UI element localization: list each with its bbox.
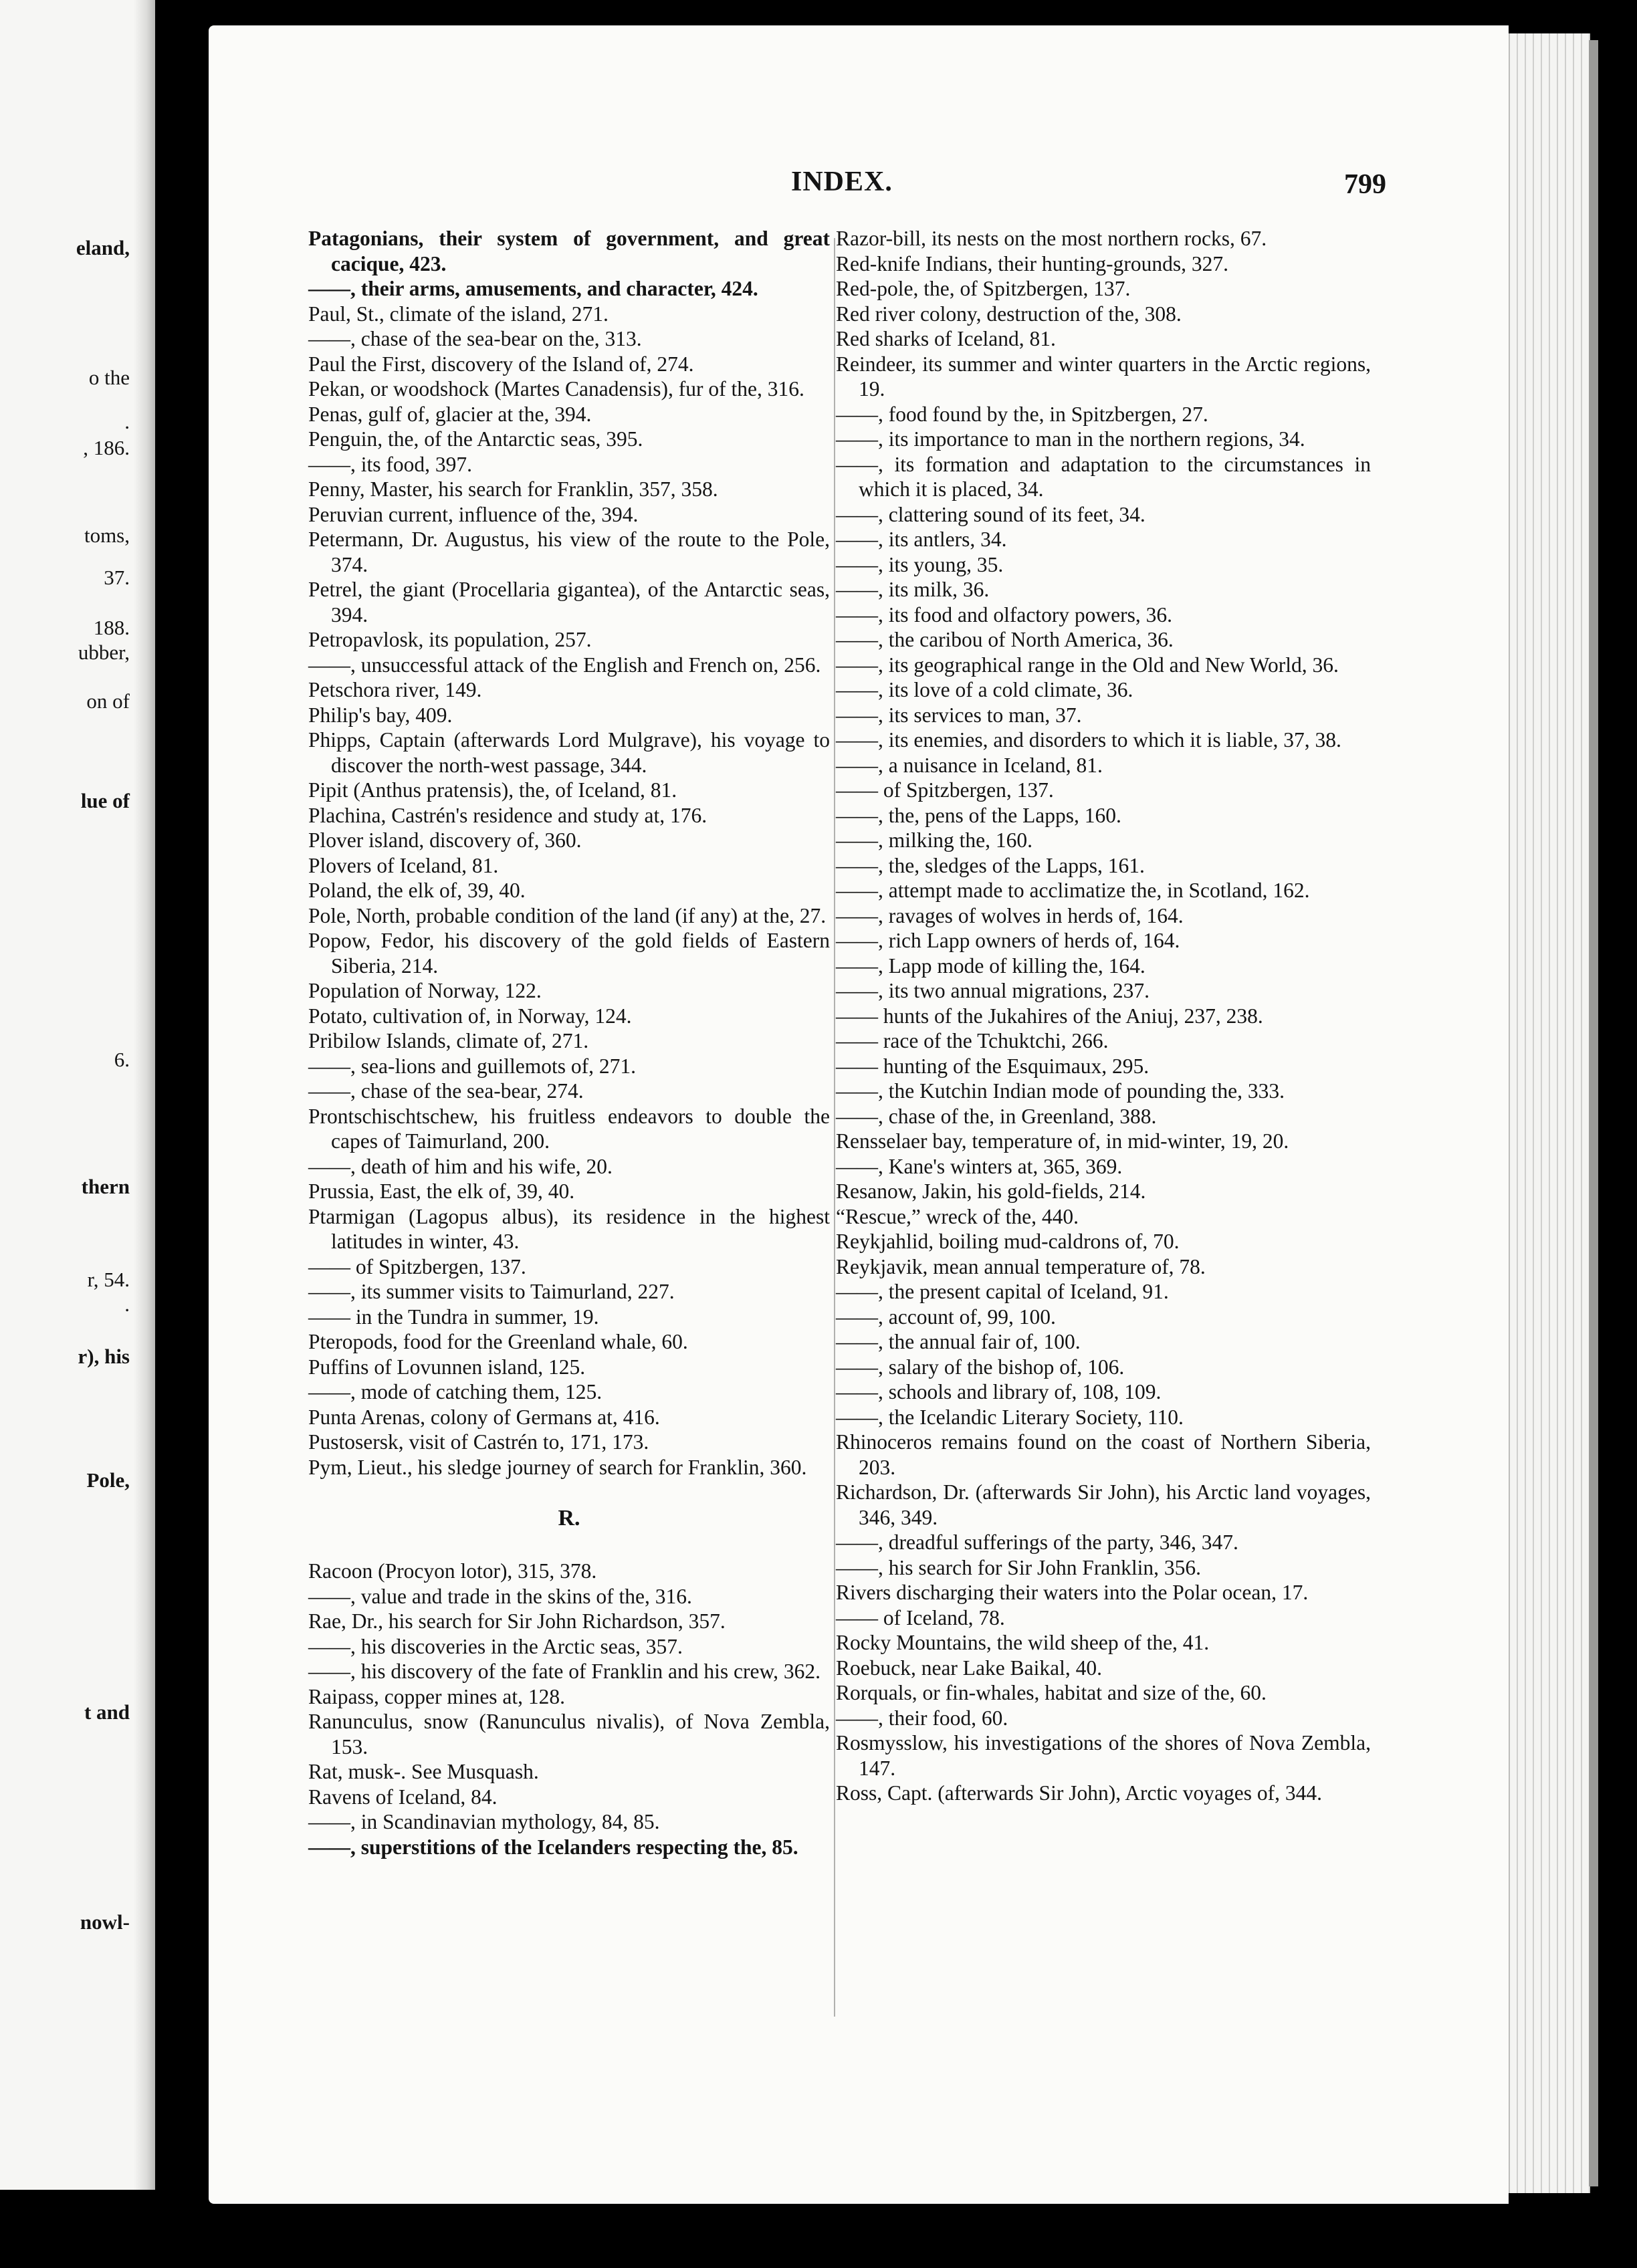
index-entry: Rivers discharging their waters into the Polar ocean, 17. [836, 1581, 1309, 1604]
index-entry: ——, the annual fair of, 100. [836, 1330, 1081, 1353]
facing-page-fragment: nowl- [80, 1910, 130, 1934]
facing-page-fragment: toms, [84, 524, 130, 547]
index-entry: ——, its food and olfactory powers, 36. [836, 602, 1173, 627]
page-stack-shadow [1589, 40, 1598, 2186]
index-entry: ——, Kane's winters at, 365, 369. [836, 1154, 1123, 1178]
index-entry: ——, its services to man, 37. [836, 703, 1082, 727]
facing-page-fragment: 37. [104, 566, 130, 589]
index-entry: ——, schools and library of, 108, 109. [836, 1380, 1162, 1403]
index-entry: Petropavlosk, its population, 257. [308, 628, 592, 651]
index-entry: ——, death of him and his wife, 20. [308, 1154, 613, 1178]
index-entry: —— hunting of the Esquimaux, 295. [836, 1054, 1150, 1078]
index-entry: ——, its enemies, and disorders to which it is liable, 37, 38. [836, 728, 1341, 752]
index-entry: Plover island, discovery of, 360. [308, 828, 582, 852]
index-entry: ——, salary of the bishop of, 106. [836, 1355, 1125, 1379]
index-entry: Rat, musk-. See Musquash. [308, 1760, 539, 1783]
index-entry: Pribilow Islands, climate of, 271. [308, 1029, 589, 1052]
index-entry: Razor-bill, its nests on the most northern rocks, 67. [836, 227, 1267, 250]
section-letter-heading: R. [558, 1506, 580, 1530]
index-entry: —— of Spitzbergen, 137. [308, 1254, 526, 1278]
index-entry: Pole, North, probable condition of the land (if any) at the, 27. [308, 903, 827, 927]
index-entry: Penguin, the, of the Antarctic seas, 395. [308, 427, 643, 451]
index-entry: Rorquals, or fin-whales, habitat and size of the, 60. [836, 1681, 1267, 1704]
index-entry: ——, superstitions of the Icelanders respecting the, 85. [308, 1835, 798, 1859]
index-entry: ——, milking the, 160. [836, 828, 1032, 852]
index-entry: ——, the present capital of Iceland, 91. [836, 1280, 1169, 1303]
index-entry: Penas, gulf of, glacier at the, 394. [308, 402, 592, 426]
facing-page-fragment: r), his [78, 1345, 130, 1368]
index-entry: ——, the, pens of the Lapps, 160. [836, 803, 1121, 827]
index-entry: Richardson, Dr. (afterwards Sir John), his Arctic land voyages, 346, 349. [836, 1480, 1371, 1529]
index-entry: Reindeer, its summer and winter quarters in the Arctic regions, 19. [836, 352, 1371, 401]
index-entry: Reykjavik, mean annual temperature of, 78. [836, 1254, 1206, 1278]
index-entry: —— hunts of the Jukahires of the Aniuj, 237, 238. [836, 1004, 1263, 1028]
index-entry: Ross, Capt. (afterwards Sir John), Arctic voyages of, 344. [836, 1781, 1322, 1805]
index-entry: —— race of the Tchuktchi, 266. [836, 1029, 1109, 1052]
index-entry: Plachina, Castrén's residence and study at, 176. [308, 803, 707, 827]
index-entry: Petschora river, 149. [308, 678, 482, 701]
index-entry: ——, attempt made to acclimatize the, in Scotland, 162. [836, 879, 1310, 902]
index-entry: ——, their arms, amusements, and character, 424. [308, 277, 758, 300]
index-entry: —— of Spitzbergen, 137. [836, 778, 1054, 802]
index-entry: ——, the Icelandic Literary Society, 110. [836, 1405, 1184, 1429]
index-entry: ——, chase of the sea-bear on the, 313. [308, 327, 642, 350]
facing-page-fragment: . [124, 410, 130, 433]
index-entry: Prussia, East, the elk of, 39, 40. [308, 1179, 575, 1203]
index-entry: ——, the caribou of North America, 36. [836, 628, 1174, 651]
index-entry: Popow, Fedor, his discovery of the gold fields of Eastern Siberia, 214. [308, 929, 830, 978]
index-entry: Pteropods, food for the Greenland whale, 60. [308, 1330, 688, 1353]
index-entry: Red-knife Indians, their hunting-grounds, 327. [836, 251, 1229, 275]
index-entry: Puffins of Lovunnen island, 125. [308, 1355, 586, 1379]
index-entry: Red sharks of Iceland, 81. [836, 327, 1056, 350]
index-entry: Rhinoceros remains found on the coast of Northern Siberia, 203. [836, 1430, 1371, 1479]
facing-page-fragment: . [124, 1292, 130, 1316]
index-entry: Resanow, Jakin, his gold-fields, 214. [836, 1179, 1146, 1203]
index-entry: ——, clattering sound of its feet, 34. [836, 502, 1145, 526]
index-entry: Philip's bay, 409. [308, 703, 453, 727]
index-entry: Ravens of Iceland, 84. [308, 1785, 498, 1809]
index-entry: Racoon (Procyon lotor), 315, 378. [308, 1559, 597, 1583]
index-entry: ——, its milk, 36. [836, 578, 990, 601]
index-entry: ——, his discovery of the fate of Franklin and his crew, 362. [308, 1660, 821, 1683]
running-header: INDEX. [791, 166, 893, 197]
index-entry: Red-pole, the, of Spitzbergen, 137. [836, 277, 1131, 300]
index-entry: ——, its two annual migrations, 237. [836, 979, 1150, 1002]
index-entry: Paul, St., climate of the island, 271. [308, 302, 609, 326]
index-entry: ——, account of, 99, 100. [836, 1305, 1056, 1329]
index-entry: ——, his search for Sir John Franklin, 356. [836, 1555, 1201, 1579]
index-entry: —— in the Tundra in summer, 19. [308, 1305, 599, 1329]
index-entry: Reykjahlid, boiling mud-caldrons of, 70. [836, 1230, 1180, 1253]
index-entry: ——, the, sledges of the Lapps, 161. [836, 853, 1145, 877]
index-entry: Ptarmigan (Lagopus albus), its residence in the highest latitudes in winter, 43. [308, 1204, 830, 1253]
index-entry: ——, in Scandinavian mythology, 84, 85. [308, 1810, 660, 1833]
index-entry: ——, food found by the, in Spitzbergen, 27. [836, 402, 1208, 426]
facing-page-fragment: 188. [93, 616, 130, 639]
index-entry: ——, Lapp mode of killing the, 164. [836, 953, 1145, 978]
facing-page-fragment: t and [84, 1700, 130, 1724]
index-entry: ——, a nuisance in Iceland, 81. [836, 753, 1103, 777]
index-entry: Pym, Lieut., his sledge journey of search for Franklin, 360. [308, 1455, 807, 1479]
index-entry: Petermann, Dr. Augustus, his view of the route to the Pole, 374. [308, 528, 830, 576]
facing-page-fragment: lue of [80, 789, 130, 812]
index-entry: ——, its love of a cold climate, 36. [836, 678, 1133, 701]
index-entry: Pekan, or woodshock (Martes Canadensis), fur of the, 316. [308, 377, 804, 401]
index-entry: Ranunculus, snow (Ranunculus nivalis), of Nova Zembla, 153. [308, 1710, 830, 1759]
index-entry: Peruvian current, influence of the, 394. [308, 502, 639, 526]
index-entry: Phipps, Captain (afterwards Lord Mulgrave), his voyage to discover the north-west passage, 344. [308, 728, 830, 777]
index-entry: Prontschischtschew, his fruitless endeavors to double the capes of Taimurland, 200. [308, 1104, 830, 1153]
index-entry: ——, its importance to man in the northern regions, 34. [836, 427, 1305, 451]
index-entry: ——, its young, 35. [836, 552, 1004, 576]
index-column-right [836, 226, 1371, 1806]
index-entry: ——, the Kutchin Indian mode of pounding the, 333. [836, 1079, 1285, 1103]
facing-page-fragment: ubber, [78, 641, 130, 664]
page-number: 799 [1344, 169, 1386, 200]
index-entry: Rae, Dr., his search for Sir John Richardson, 357. [308, 1609, 726, 1633]
index-entry: Penny, Master, his search for Franklin, 357, 358. [308, 477, 718, 501]
index-entry: Pustosersk, visit of Castrén to, 171, 173. [308, 1430, 649, 1454]
facing-page-fragment: thern [81, 1175, 130, 1198]
index-entry: Rensselaer bay, temperature of, in mid-winter, 19, 20. [836, 1129, 1289, 1153]
index-entry: ——, chase of the, in Greenland, 388. [836, 1104, 1157, 1128]
index-entry: ——, value and trade in the skins of the, 316. [308, 1584, 692, 1608]
facing-page-fragment: o the [88, 366, 130, 389]
index-entry: Red river colony, destruction of the, 308. [836, 302, 1182, 326]
index-entry: Raipass, copper mines at, 128. [308, 1684, 566, 1708]
column-divider [834, 238, 835, 2017]
index-entry: ——, his discoveries in the Arctic seas, 357. [308, 1634, 683, 1658]
index-entry: Punta Arenas, colony of Germans at, 416. [308, 1405, 660, 1429]
index-column-left [308, 226, 830, 1859]
index-entry: Potato, cultivation of, in Norway, 124. [308, 1004, 632, 1028]
index-entry: ——, its food, 397. [308, 452, 473, 476]
index-entry: ——, its formation and adaptation to the circumstances in which it is placed, 34. [836, 452, 1371, 501]
index-entry: ——, sea-lions and guillemots of, 271. [308, 1054, 636, 1078]
index-entry: Rocky Mountains, the wild sheep of the, 41. [836, 1631, 1210, 1654]
index-entry: ——, its geographical range in the Old and New World, 36. [836, 653, 1339, 677]
facing-page-fragment: on of [86, 689, 130, 713]
facing-page-fragment: , 186. [83, 436, 130, 459]
index-entry: ——, dreadful sufferings of the party, 346, 347. [836, 1530, 1238, 1554]
index-entry: Rosmysslow, his investigations of the shores of Nova Zembla, 147. [836, 1731, 1371, 1780]
facing-page-fragment: 6. [114, 1048, 130, 1071]
index-entry: Plovers of Iceland, 81. [308, 853, 499, 877]
facing-page-fragment: r, 54. [87, 1268, 130, 1291]
index-entry: ——, their food, 60. [836, 1706, 1008, 1730]
index-entry: “Rescue,” wreck of the, 440. [836, 1204, 1079, 1228]
index-entry: ——, its antlers, 34. [836, 528, 1007, 551]
page-stack-edge [1509, 33, 1590, 2193]
index-entry: ——, its summer visits to Taimurland, 227. [308, 1280, 675, 1303]
index-entry: Population of Norway, 122. [308, 979, 542, 1002]
index-entry: Poland, the elk of, 39, 40. [308, 879, 526, 902]
index-entry: Patagonians, their system of government, and great cacique, 423. [308, 227, 830, 275]
index-entry: ——, chase of the sea-bear, 274. [308, 1079, 584, 1103]
index-entry: ——, ravages of wolves in herds of, 164. [836, 903, 1184, 927]
index-entry: Petrel, the giant (Procellaria gigantea), of the Antarctic seas, 394. [308, 578, 830, 627]
spine-shadow [134, 0, 155, 2190]
index-entry: —— of Iceland, 78. [836, 1605, 1005, 1629]
index-entry: Roebuck, near Lake Baikal, 40. [836, 1656, 1102, 1680]
index-entry: Paul the First, discovery of the Island of, 274. [308, 352, 694, 376]
facing-page-fragment: Pole, [86, 1468, 130, 1492]
index-entry: ——, unsuccessful attack of the English and French on, 256. [308, 653, 821, 677]
index-entry: ——, rich Lapp owners of herds of, 164. [836, 929, 1180, 952]
facing-page [0, 0, 155, 2190]
index-entry: ——, mode of catching them, 125. [308, 1380, 603, 1403]
index-entry: Pipit (Anthus pratensis), the, of Iceland, 81. [308, 778, 677, 802]
facing-page-fragment: eland, [76, 236, 130, 259]
